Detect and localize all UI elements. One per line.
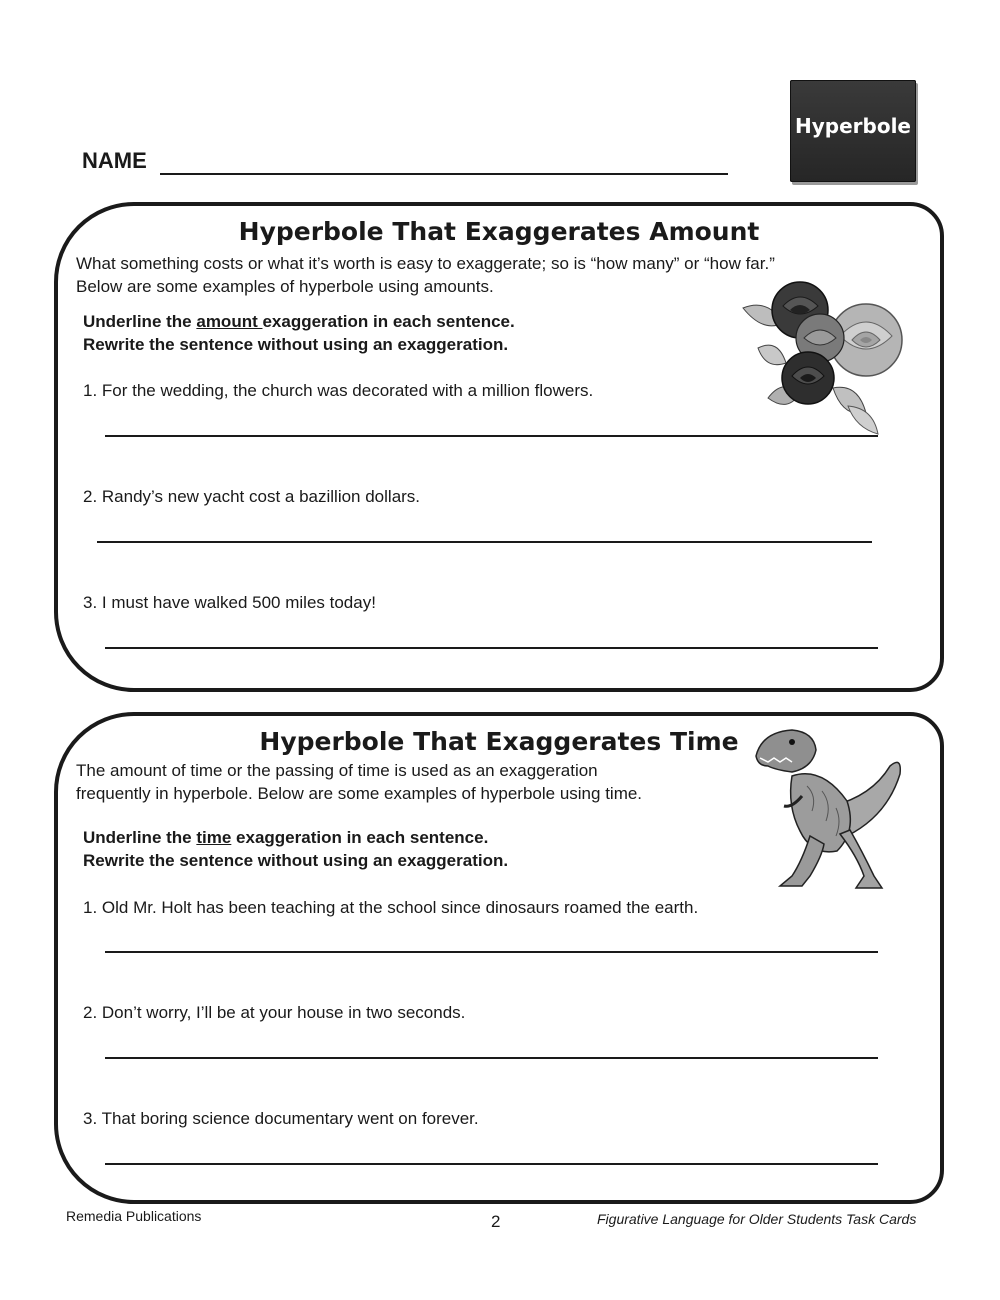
answer-line[interactable] xyxy=(105,1057,878,1059)
dinosaur-image xyxy=(752,726,912,894)
roses-image xyxy=(738,278,908,436)
page-number: 2 xyxy=(491,1212,501,1231)
card-time-item-2: 2. Don’t worry, I’ll be at your house in two seconds. xyxy=(83,1003,466,1022)
card-amount-item-2: 2. Randy’s new yacht cost a bazillion dollars. xyxy=(83,487,421,506)
card-amount-item-3: 3. I must have walked 500 miles today! xyxy=(83,593,376,612)
card-time-item-1: 1. Old Mr. Holt has been teaching at the school since dinosaurs roamed the earth. xyxy=(83,898,699,917)
name-label: NAME xyxy=(82,148,147,173)
card-time-instruction-1: Underline the time exaggeration in each sentence. xyxy=(83,828,489,847)
card-time-item-3: 3. That boring science documentary went on forever. xyxy=(83,1109,479,1128)
section-tab-label: Hyperbole xyxy=(795,114,911,138)
answer-line[interactable] xyxy=(105,1163,878,1165)
card-amount-intro-1: What something costs or what it’s worth is easy to exaggerate; so is “how many” or “how far.” xyxy=(76,254,775,273)
card-amount-instruction-1: Underline the amount exaggeration in each sentence. xyxy=(83,312,515,331)
footer-publisher: Remedia Publications xyxy=(66,1208,202,1224)
card-time-title: Hyperbole That Exaggerates Time xyxy=(259,727,739,756)
card-amount-intro-2: Below are some examples of hyperbole using amounts. xyxy=(76,277,494,296)
instruction-key-word: amount xyxy=(196,312,263,331)
section-tab xyxy=(790,80,916,182)
card-time-instruction-2: Rewrite the sentence without using an exaggeration. xyxy=(83,851,509,870)
answer-line[interactable] xyxy=(97,541,872,543)
card-time-intro-2: frequently in hyperbole. Below are some examples of hyperbole using time. xyxy=(76,784,643,803)
card-time-intro-1: The amount of time or the passing of time is used as an exaggeration xyxy=(76,761,598,780)
footer-book-title: Figurative Language for Older Students Task Cards xyxy=(597,1211,917,1227)
card-amount-title: Hyperbole That Exaggerates Amount xyxy=(238,217,760,246)
card-amount-item-1: 1. For the wedding, the church was decorated with a million flowers. xyxy=(83,381,594,400)
instruction-key-word: time xyxy=(196,828,232,847)
answer-line[interactable] xyxy=(105,951,878,953)
name-answer-line[interactable] xyxy=(160,173,728,175)
answer-line[interactable] xyxy=(105,647,878,649)
card-amount-instruction-2: Rewrite the sentence without using an exaggeration. xyxy=(83,335,509,354)
